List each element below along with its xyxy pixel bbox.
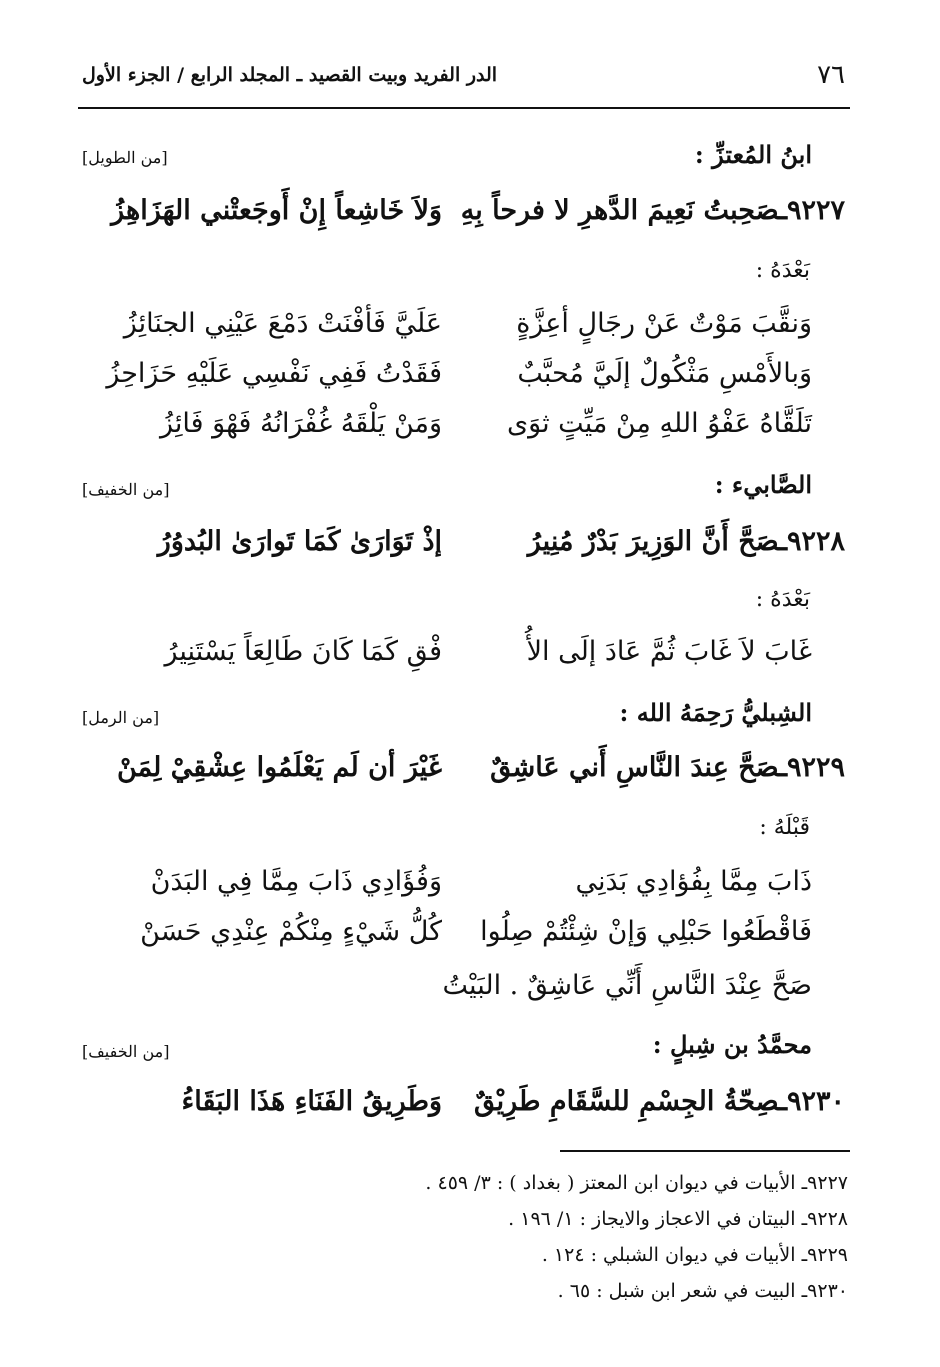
position-note: بَعْدَهُ : bbox=[755, 258, 810, 283]
running-header-title: الدر الفريد وبيت القصيد ـ المجلد الرابع / الجزء الأول bbox=[82, 64, 498, 86]
hemistich-right: غَابَ لاَ غَابَ ثُمَّ عَادَ إلَى الأُ bbox=[526, 636, 812, 667]
verse-number: ٩٢٢٩ـ bbox=[779, 752, 845, 783]
hemistich-right: وَبالأَمْسِ مَثْكُولٌ إلَيَّ مُحبَّبٌ bbox=[517, 358, 812, 389]
verse-number: ٩٢٢٨ـ bbox=[779, 526, 845, 557]
hemistich-right: صَحَّ عِندَ النَّاسِ أَني عَاشِقٌ bbox=[490, 752, 780, 783]
hemistich-right: تَلَقَّاهُ عَفْوُ اللهِ مِنْ مَيِّتٍ ثوَى bbox=[507, 408, 812, 439]
verse-number: ٩٢٣٠ـ bbox=[779, 1086, 845, 1117]
poet-name: محمَّدُ بن شِبلٍ : bbox=[652, 1030, 812, 1059]
hemistich-left: فَقَدْتُ فَفِي نَفْسِي عَلَيْهِ حَزَاحِزُ bbox=[106, 358, 442, 389]
verse-main-right bbox=[474, 1086, 845, 1117]
meter-label: [من الخفيف] bbox=[82, 480, 170, 499]
hemistich-right: صَحَّ أَنَّ الوَزِيرَ بَدْرٌ مُنِيرُ bbox=[527, 526, 780, 557]
hemistich-left: غَيْرَ أن لَم يَعْلَمُوا عِشْقِيْ لِمَنْ bbox=[117, 752, 442, 783]
hemistich-left: وَلاَ خَاشِعاً إِنْ أَوجَعتْني الهَزَاهِزُ bbox=[111, 195, 442, 226]
hemistich-right: صَحِبتُ نَعِيمَ الدَّهرِ لا فرحاً بِهِ bbox=[460, 195, 780, 226]
verse-reference: صَحَّ عِنْدَ النَّاسِ أَنِّي عَاشِقٌ . البَيْتُ bbox=[442, 970, 812, 1001]
meter-label: [من الطويل] bbox=[82, 148, 168, 167]
hemistich-left: إذْ تَوَارَىٰ كَمَا تَوارَىٰ البُدوُرُ bbox=[157, 526, 442, 557]
footnote: ٩٢٣٠ـ البيت في شعر ابن شبل : ٦٥ . bbox=[557, 1280, 848, 1302]
verse-main-right bbox=[461, 195, 845, 226]
meter-label: [من الخفيف] bbox=[82, 1042, 170, 1061]
hemistich-right: ذَابَ مِمَّا بِفُؤادِي بَدَنِي bbox=[575, 866, 812, 897]
hemistich-right: صِحّةُ الجِسْمِ للسَّقَامِ طَرِيْقٌ bbox=[474, 1086, 780, 1117]
footnote: ٩٢٢٨ـ البيتان في الاعجاز والايجاز : ١/ ١٩٦ . bbox=[508, 1208, 848, 1230]
poet-name: الشِبليُّ رَحِمَهُ الله : bbox=[619, 698, 812, 727]
footnote-rule bbox=[560, 1150, 850, 1152]
hemistich-right: وَنقَّبَ مَوْتٌ عَنْ رجَالٍ أعِزَّةٍ bbox=[516, 308, 812, 339]
header-rule bbox=[78, 107, 850, 109]
footnote: ٩٢٢٩ـ الأبيات في ديوان الشبلي : ١٢٤ . bbox=[541, 1244, 848, 1266]
verse-number: ٩٢٢٧ـ bbox=[779, 195, 845, 226]
page-number: ٧٦ bbox=[817, 60, 845, 90]
hemistich-left: وَمَنْ يَلْقَهُ غُفْرَانُهُ فَهْوَ فَائِزُ bbox=[160, 408, 442, 439]
poet-name: ابنُ المُعتزِّ : bbox=[694, 140, 812, 169]
hemistich-right: فَاقْطَعُوا حَبْلِي وَإنْ شِئْتُمْ صِلُوا bbox=[480, 916, 812, 947]
hemistich-left: وَفُؤَادِي ذَابَ مِمَّا فِي البَدَنْ bbox=[150, 866, 442, 897]
hemistich-left: كُلُّ شَيْءٍ مِنْكُمْ عِنْدِي حَسَنْ bbox=[140, 916, 442, 947]
hemistich-left: عَلَيَّ فَأفْنَتْ دَمْعَ عَيْنِي الجنَائِزُ bbox=[123, 308, 442, 339]
poet-name: الصَّابيء : bbox=[714, 470, 812, 499]
hemistich-left: وَطَرِيقُ الفَنَاءِ هَذَا البَقَاءُ bbox=[181, 1086, 442, 1117]
verse-main-right bbox=[528, 526, 845, 557]
hemistich-left: فْقِ كَمَا كَانَ طَالِعَاً يَسْتَنِيرُ bbox=[164, 636, 442, 667]
position-note: بَعْدَهُ : bbox=[755, 587, 810, 612]
meter-label: [من الرمل] bbox=[82, 708, 160, 727]
position-note: قَبْلَهُ : bbox=[759, 815, 810, 840]
verse-main-right bbox=[490, 752, 845, 783]
footnote: ٩٢٢٧ـ الأبيات في ديوان ابن المعتز ( بغداد ) : ٣/ ٤٥٩ . bbox=[425, 1172, 848, 1194]
